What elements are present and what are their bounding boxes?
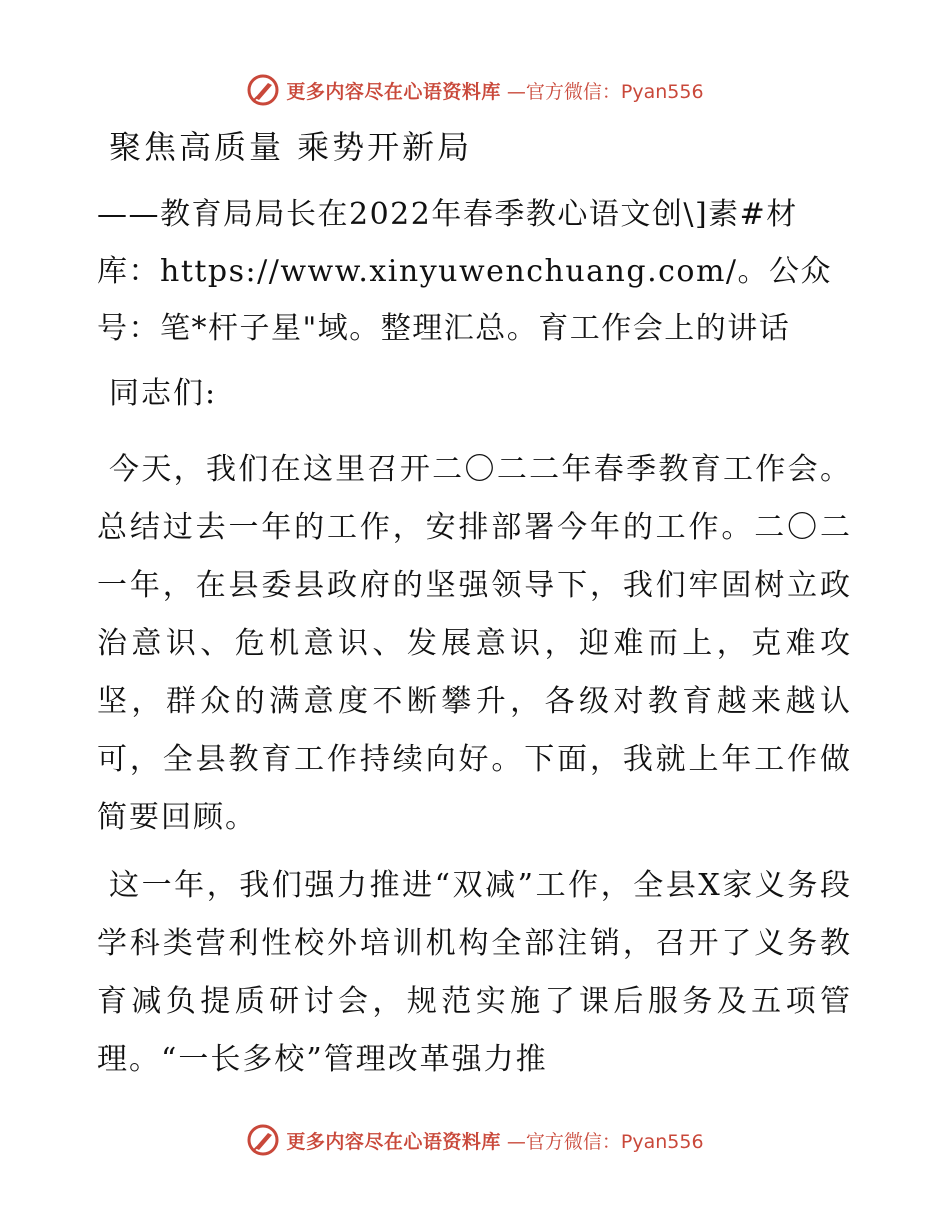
footer-watermark-banner [0, 1120, 950, 1160]
paragraph: 这一年，我们强力推进“双减”工作，全县X家义务段学科类营利性校外培训机构全部注销，召开了义务教育减负提质研讨会，规范实施了课后服务及五项管理。“一长多校”管理改革强力推 [97, 868, 852, 1077]
greeting: 同志们: [109, 376, 218, 411]
page-title: 聚焦高质量 乘势开新局 [109, 128, 473, 166]
banner-brand-text: 更多内容尽在心语资料库 [286, 80, 501, 103]
quill-pen-icon [246, 1123, 280, 1157]
banner-brand-text: 更多内容尽在心语资料库 [286, 1130, 501, 1153]
quill-pen-icon [246, 73, 280, 107]
banner-contact-text: —官方微信：Pyan556 [506, 80, 704, 103]
header-watermark-banner [0, 70, 950, 110]
banner-contact-text: —官方微信：Pyan556 [506, 1130, 704, 1153]
paragraph: 今天，我们在这里召开二〇二二年春季教育工作会。总结过去一年的工作，安排部署今年的工作。二〇二一年，在县委县政府的坚强领导下，我们牢固树立政治意识、危机意识、发展意识，迎难而上，克难攻坚，群众的满意度不断攀升，各级对教育越来越认可，全县教育工作持续向好。下面，我就上年工作做简要回顾。 [97, 452, 852, 835]
document-subtitle: ——教育局局长在2022年春季教心语文创\]素#材库：https://www.xinyuwenchuang.com/。公众号：笔*杆子星"域。整理汇总。育工作会上的讲话 [97, 197, 833, 346]
document-body [97, 122, 852, 1099]
